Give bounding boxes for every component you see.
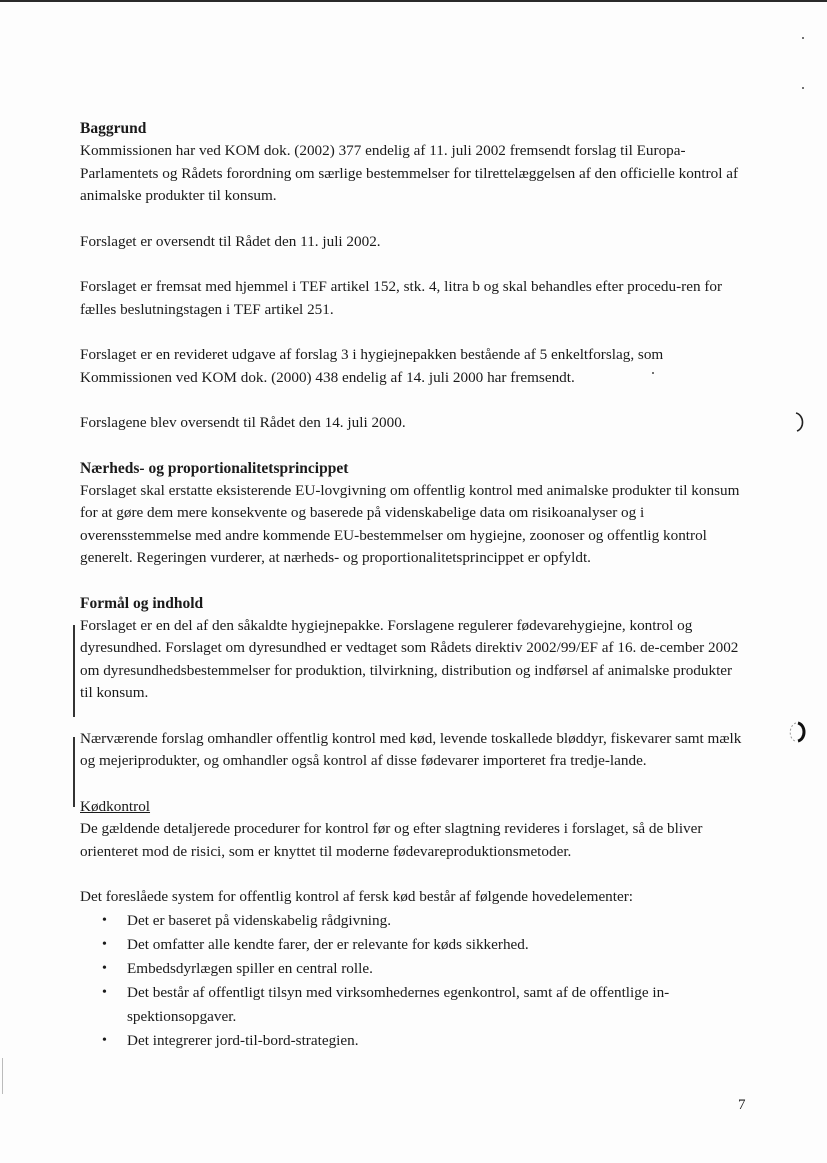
paragraph: Kommissionen har ved KOM dok. (2002) 377 endelig af 11. juli 2002 fremsendt forslag til Europa-Parlamentets og Rådets forordning om særlige bestemmelser for tilrettelæggelsen af den officielle kontrol af animalske produkter til konsum. [80,142,739,204]
list-item: • Det er baseret på videnskabelig rådgivning. [127,909,748,933]
subheading-koedkontrol: Kødkontrol [80,797,151,815]
list-item: • Det består af offentligt tilsyn med virksomhedernes egenkontrol, samt af de offentlige in-spektionsopgaver. [127,981,748,1029]
section-heading-formaal: Formål og indhold [80,594,204,612]
paragraph: Forslaget er en del af den såkaldte hygiejnepakke. Forslagene regulerer fødevarehygiejne, kontrol og dyresundhed. Forslaget om dyresundhed er vedtaget som Rådets direktiv 2002/99/EF af 16. de-cember 2002 om dyresundhedsbestemmelser for produktion, tilvirkning, distribution og indførsel af animalske produkter til konsum. [80,616,739,701]
punch-hole-mark [790,410,812,434]
section-heading-baggrund: Baggrund [80,120,147,137]
paragraph: De gældende detaljerede procedurer for kontrol før og efter slagtning revideres i forslaget, så de bliver orienteret mod de risici, som er knyttet til moderne fødevareproduktionsmetoder. [80,820,703,860]
scan-dot [802,87,804,89]
paragraph: Forslagene blev oversendt til Rådet den 14. juli 2000. [80,414,406,431]
paragraph: Forslaget er oversendt til Rådet den 11. juli 2002. [80,232,381,250]
paragraph: Forslaget er fremsat med hjemmel i TEF artikel 152, stk. 4, litra b og skal behandles efter procedu-ren for fælles beslutningstagen i TEF artikel 251. [80,278,723,318]
bullet-list [80,909,748,1053]
document-body [80,118,748,1053]
list-item: • Embedsdyrlægen spiller en central rolle. [127,957,748,981]
paragraph: Forslaget skal erstatte eksisterende EU-lovgivning om offentlig kontrol med animalske produkter til konsum for at gøre dem mere konsekvente og baserede på videnskabelige data om risikoanalyser og i overensstemmelse med andre kommende EU-bestemmelser om hygiejne, zoonoser og offentlig kontrol generelt. Regeringen vurderer, at nærheds- og proportionalitetsprincippet er opfyldt. [80,481,740,566]
scan-mark [2,1058,3,1094]
list-item: • Det omfatter alle kendte farer, der er relevante for køds sikkerhed. [127,933,748,957]
punch-hole-mark [786,720,808,744]
change-bar [73,625,75,717]
paragraph: Det foreslåede system for offentlig kontrol af fersk kød består af følgende hovedelementer: [80,888,634,905]
paragraph: Nærværende forslag omhandler offentlig kontrol med kød, levende toskallede bløddyr, fiskevarer samt mælk og mejeriprodukter, og omhandler også kontrol af disse fødevarer importeret fra tredje-lande. [80,729,742,769]
page-number: 7 [738,1097,746,1113]
change-bar [73,737,75,807]
list-item: • Det integrerer jord-til-bord-strategien. [127,1029,748,1053]
paragraph: Forslaget er en revideret udgave af forslag 3 i hygiejnepakken bestående af 5 enkeltforslag, som Kommissionen ved KOM dok. (2000) 438 endelig af 14. juli 2000 har fremsendt. [80,346,664,386]
scan-dot [802,37,804,39]
top-border-line [0,0,827,2]
section-heading-naerhed: Nærheds- og proportionalitetsprincippet [80,459,349,477]
